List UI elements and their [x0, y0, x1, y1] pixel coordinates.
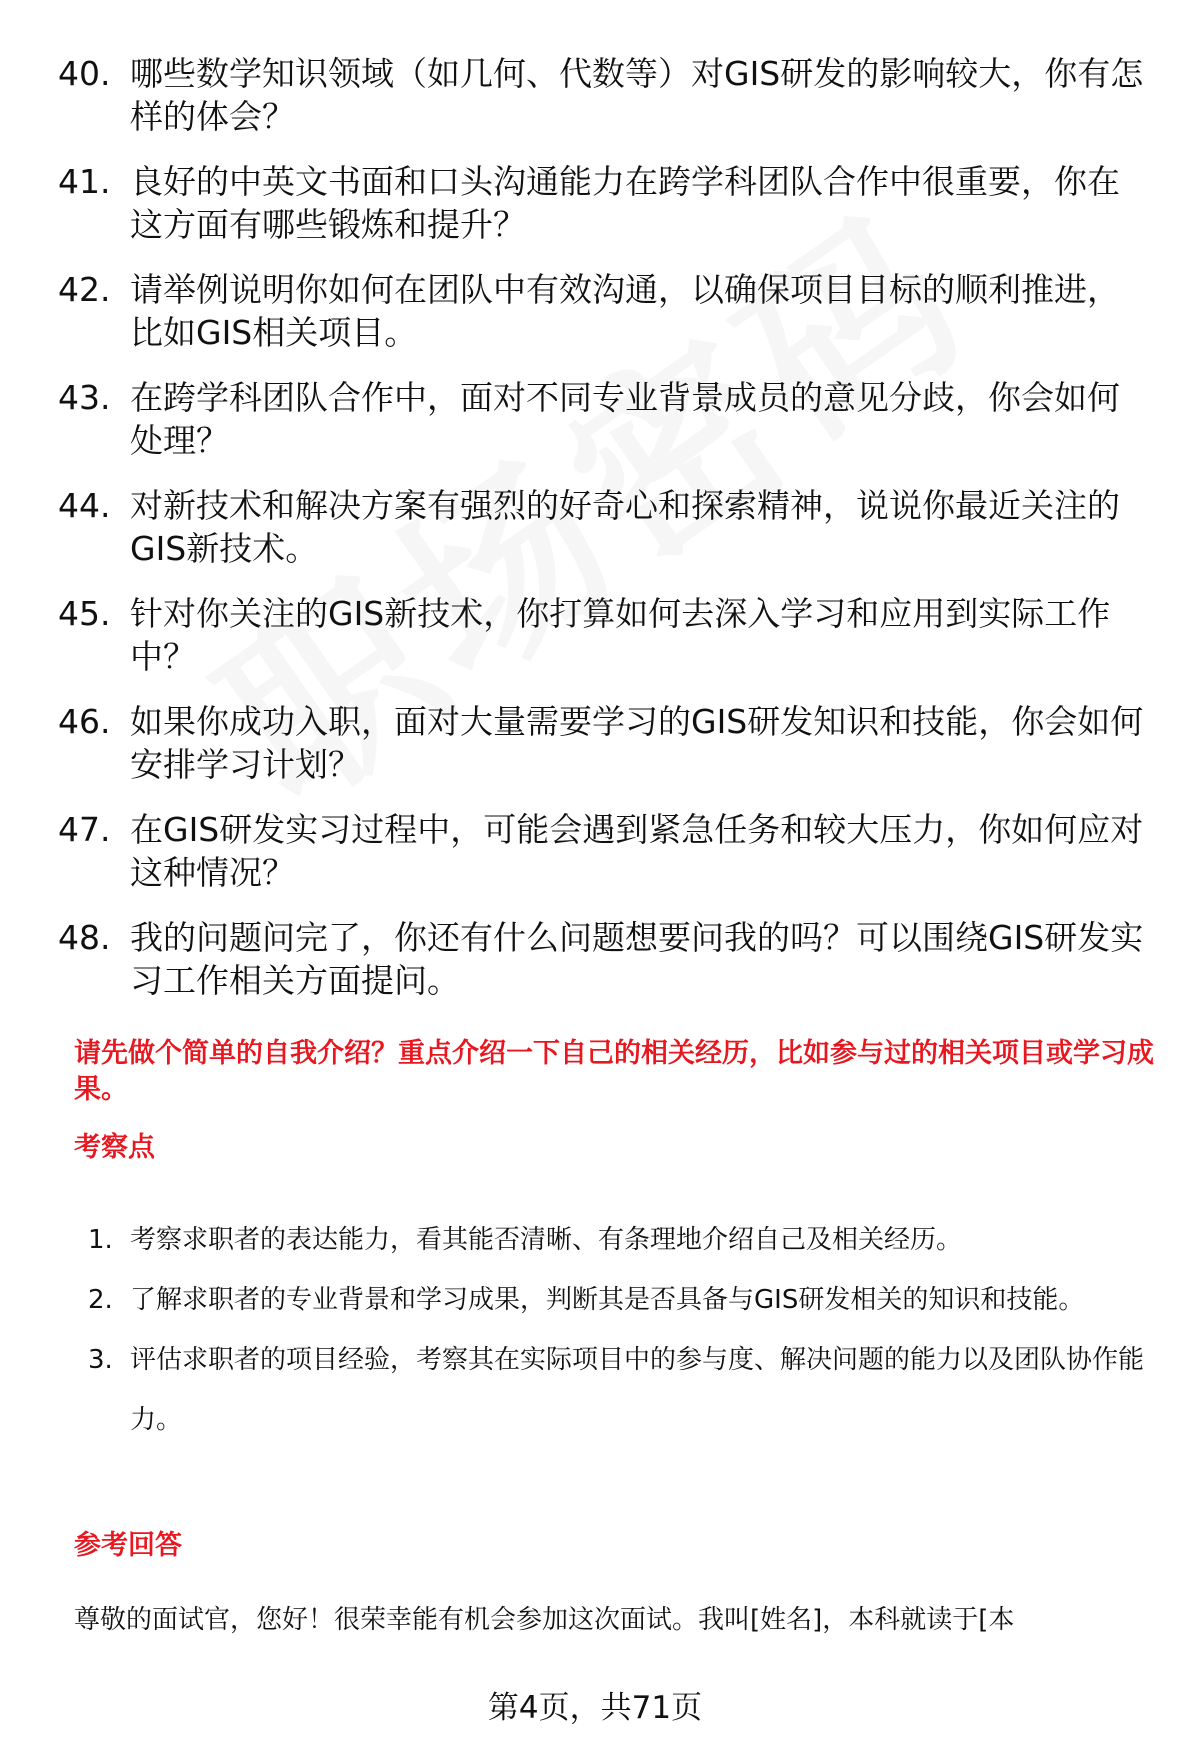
- question-number: 47.: [58, 810, 111, 849]
- question-number: 46.: [58, 702, 111, 741]
- list-item: [58, 700, 1148, 786]
- point-number: 1.: [88, 1225, 113, 1255]
- question-number: 45.: [58, 594, 111, 633]
- question-number: 43.: [58, 378, 111, 417]
- list-item: [88, 1270, 1158, 1330]
- points-list: [88, 1210, 1158, 1450]
- list-item: [58, 160, 1148, 246]
- question-number: 41.: [58, 162, 111, 201]
- question-number: 48.: [58, 918, 111, 957]
- answer-text: 尊敬的面试官，您好！很荣幸能有机会参加这次面试。我叫[姓名]，本科就读于[本: [74, 1605, 1015, 1635]
- points-heading: 考察点: [74, 1132, 155, 1163]
- list-item: [58, 808, 1148, 894]
- point-text: 考察求职者的表达能力，看其能否清晰、有条理地介绍自己及相关经历。: [130, 1225, 963, 1255]
- point-text: 评估求职者的项目经验，考察其在实际项目中的参与度、解决问题的能力以及团队协作能力。: [130, 1345, 1145, 1435]
- answer-heading: 参考回答: [74, 1530, 182, 1561]
- page-footer: 第4页，共71页: [487, 1690, 703, 1726]
- question-text: 针对你关注的GIS新技术，你打算如何去深入学习和应用到实际工作中？: [130, 594, 1111, 676]
- question-text: 我的问题问完了，你还有什么问题想要问我的吗？可以围绕GIS研发实习工作相关方面提问。: [130, 918, 1144, 1000]
- point-text: 了解求职者的专业背景和学习成果，判断其是否具备与GIS研发相关的知识和技能。: [130, 1285, 1085, 1315]
- point-number: 3.: [88, 1345, 113, 1375]
- list-item: [58, 376, 1148, 462]
- question-number: 42.: [58, 270, 111, 309]
- list-item: [58, 916, 1148, 1002]
- question-title: 请先做个简单的自我介绍？重点介绍一下自己的相关经历，比如参与过的相关项目或学习成果。: [74, 1038, 1154, 1105]
- point-number: 2.: [88, 1285, 113, 1315]
- list-item: [88, 1330, 1158, 1450]
- list-item: [58, 484, 1148, 570]
- question-text: 在GIS研发实习过程中，可能会遇到紧急任务和较大压力，你如何应对这种情况？: [130, 810, 1144, 892]
- question-number: 40.: [58, 54, 111, 93]
- question-text: 如果你成功入职，面对大量需要学习的GIS研发知识和技能，你会如何安排学习计划？: [130, 702, 1144, 784]
- list-item: [88, 1210, 1158, 1270]
- question-text: 对新技术和解决方案有强烈的好奇心和探索精神，说说你最近关注的GIS新技术。: [130, 486, 1120, 568]
- question-text: 请举例说明你如何在团队中有效沟通，以确保项目目标的顺利推进，比如GIS相关项目。: [130, 270, 1120, 352]
- list-item: [58, 592, 1148, 678]
- question-number: 44.: [58, 486, 111, 525]
- question-text: 哪些数学知识领域（如几何、代数等）对GIS研发的影响较大，你有怎样的体会？: [130, 54, 1144, 136]
- list-item: [58, 52, 1148, 138]
- question-text: 良好的中英文书面和口头沟通能力在跨学科团队合作中很重要，你在这方面有哪些锻炼和提升？: [130, 162, 1120, 244]
- list-item: [58, 268, 1148, 354]
- question-text: 在跨学科团队合作中，面对不同专业背景成员的意见分歧，你会如何处理？: [130, 378, 1120, 460]
- question-list: [58, 52, 1148, 1024]
